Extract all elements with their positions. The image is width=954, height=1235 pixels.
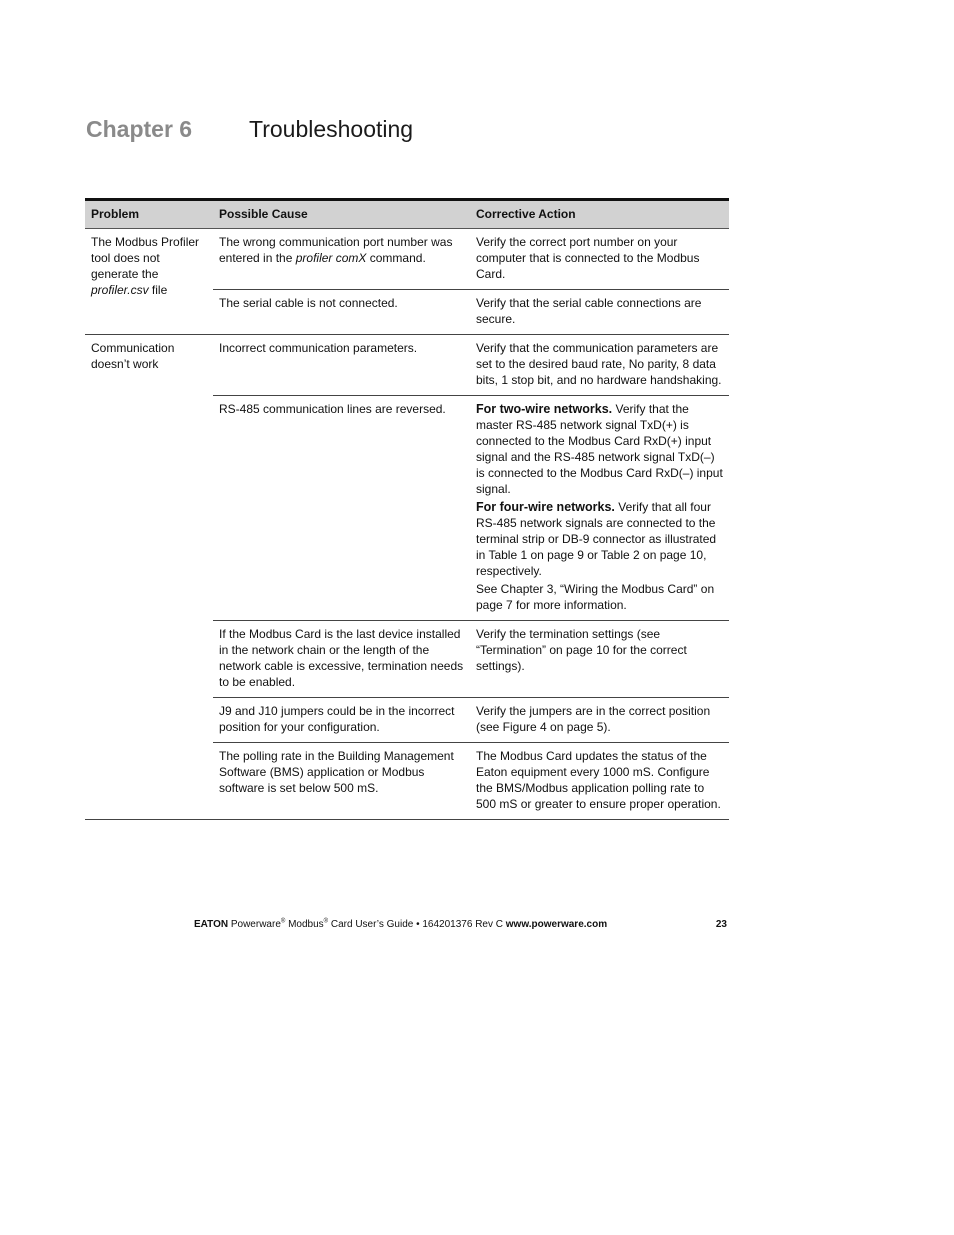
cause-cell: J9 and J10 jumpers could be in the incorrect position for your configuration. [213, 698, 470, 743]
footer-website: www.powerware.com [505, 919, 608, 930]
action-cell: Verify the correct port number on your computer that is connected to the Modbus Card. [470, 229, 729, 290]
chapter-heading [86, 114, 413, 144]
page-number: 23 [715, 919, 727, 930]
cause-cell: The polling rate in the Building Management Software (BMS) application or Modbus software is set below 500 mS. [213, 743, 470, 820]
header-problem: Problem [85, 200, 213, 229]
cause-cell: Incorrect communication parameters. [213, 335, 470, 396]
table-row [85, 335, 729, 396]
action-cell: The Modbus Card updates the status of the Eaton equipment every 1000 mS. Configure the BMS/Modbus application polling rate to 500 mS or greater to ensure proper operation. [470, 743, 729, 820]
chapter-number: Chapter 6 [86, 116, 193, 142]
footer-brand: EATON [194, 919, 229, 930]
action-paragraph: See Chapter 3, “Wiring the Modbus Card” on page 7 for more information. [476, 582, 715, 612]
cause-cell: The serial cable is not connected. [213, 290, 470, 335]
action-paragraph: For two-wire networks. Verify that the master RS-485 network signal TxD(+) is connected to the Modbus Card RxD(+) input signal and the RS-485 network signal TxD(–) is connected to the Modbus Card RxD(–) input signal. [476, 402, 723, 496]
action-cell: Verify the termination settings (see “Termination” on page 10 for the correct settings). [470, 621, 729, 698]
action-cell [470, 396, 729, 621]
header-cause: Possible Cause [213, 200, 470, 229]
problem-cell: The Modbus Profiler tool does not generate the profiler.csv file [85, 229, 213, 335]
cause-cell: If the Modbus Card is the last device installed in the network chain or the length of the network cable is excessive, termination needs to be enabled. [213, 621, 470, 698]
cause-cell: The wrong communication port number was entered in the profiler comX command. [213, 229, 470, 290]
table-header-row [85, 200, 729, 229]
action-cell: Verify that the communication parameters are set to the desired baud rate, No parity, 8 data bits, 1 stop bit, and no hardware handshaking. [470, 335, 729, 396]
chapter-title: Troubleshooting [249, 116, 414, 142]
table-row [85, 229, 729, 290]
troubleshooting-table [85, 198, 729, 820]
action-cell: Verify the jumpers are in the correct position (see Figure 4 on page 5). [470, 698, 729, 743]
action-paragraph: For four-wire networks. Verify that all four RS-485 network signals are connected to the terminal strip or DB-9 connector as illustrated in Table 1 on page 9 or Table 2 on page 10, respectively. [476, 500, 717, 578]
header-action: Corrective Action [470, 200, 729, 229]
page-footer: EATON Powerware® Modbus® Card User’s Guide • 164201376 Rev C www.powerware.com 23 [194, 918, 727, 930]
problem-cell: Communication doesn’t work [85, 335, 213, 820]
action-cell: Verify that the serial cable connections are secure. [470, 290, 729, 335]
cause-cell: RS-485 communication lines are reversed. [213, 396, 470, 621]
